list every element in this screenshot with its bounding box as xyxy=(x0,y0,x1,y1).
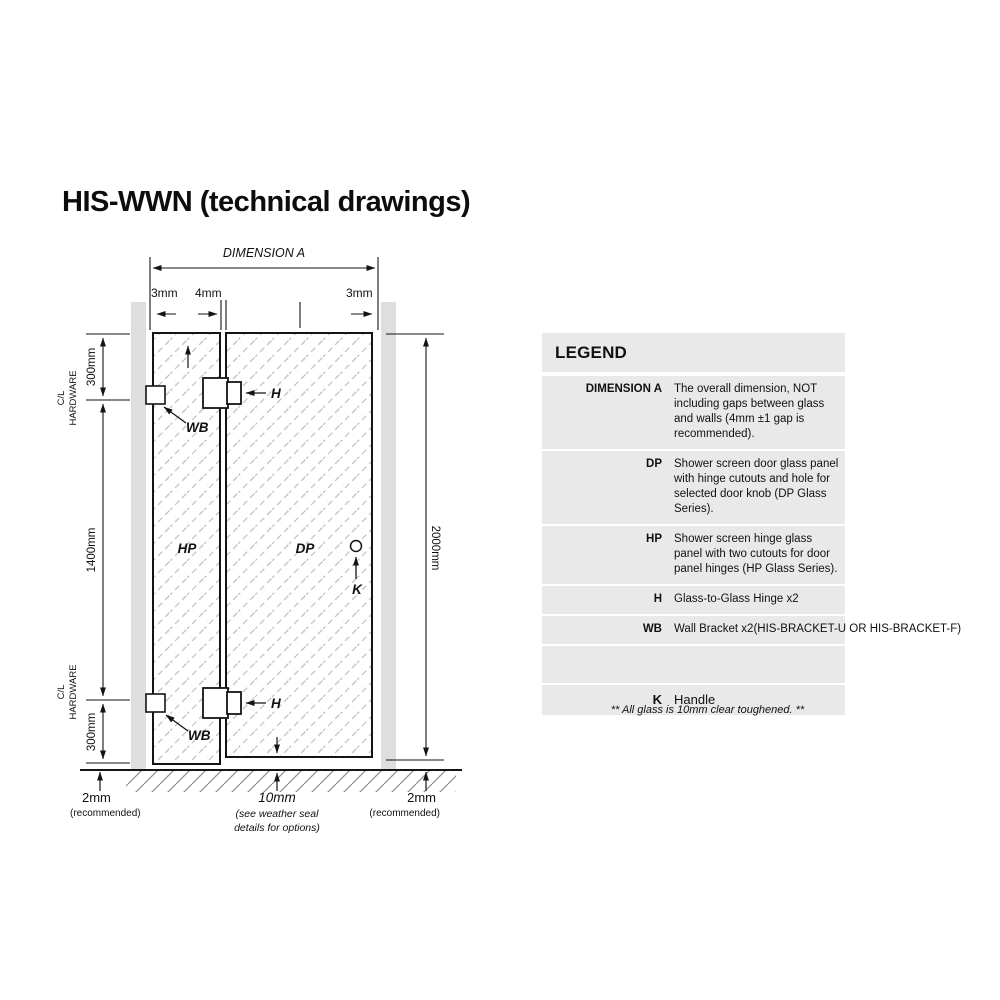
hinge-top-label: H xyxy=(271,386,281,401)
legend-term: WB xyxy=(642,623,662,635)
legend-desc: Shower screen hinge glass panel with two cutouts for door panel hinges (HP Glass Series). xyxy=(674,533,838,575)
seg-middle-label: 1400mm xyxy=(86,527,98,573)
legend-term: HP xyxy=(646,533,662,545)
hinge-bottom-label: H xyxy=(271,696,281,711)
bottom-center-note-line2: details for options) xyxy=(234,822,320,834)
gap-middle-label: 4mm xyxy=(195,286,222,300)
seg-bottom-label: 300mm xyxy=(86,712,98,752)
page-title: HIS-WWN (technical drawings) xyxy=(62,186,471,218)
dimension-a xyxy=(150,257,378,330)
technical-drawing xyxy=(0,0,500,880)
bottom-right-note: (recommended) xyxy=(369,808,440,819)
hinge-bottom xyxy=(203,688,241,718)
legend-term: DP xyxy=(646,458,662,470)
legend-footnote: ** All glass is 10mm clear toughened. ** xyxy=(610,704,805,716)
wall-bracket-bottom xyxy=(146,694,165,712)
legend-panel xyxy=(542,333,962,715)
legend-row-empty xyxy=(542,644,845,683)
legend-desc: Shower screen door glass panel with hinge cutouts and hole for selected door knob (DP Glass Series). xyxy=(674,458,839,515)
handle-label: K xyxy=(352,582,362,597)
legend-row-h xyxy=(542,584,845,614)
top-gap-dims xyxy=(157,300,372,330)
height-label: 2000mm xyxy=(429,525,441,571)
legend-row-dp xyxy=(542,449,845,524)
wall-bracket-top xyxy=(146,386,165,404)
left-wall xyxy=(131,302,146,770)
legend-row-wb xyxy=(542,614,962,644)
legend-desc: The overall dimension, NOT including gaps between glass and walls (4mm ±1 gap is recommended). xyxy=(674,383,825,440)
legend-row-hp xyxy=(542,524,845,584)
cl-hardware-bottom-line2: HARDWARE xyxy=(68,664,79,720)
legend-title: LEGEND xyxy=(542,333,845,374)
bottom-center-value: 10mm xyxy=(258,790,296,805)
bracket-bottom-label: WB xyxy=(188,728,211,743)
legend-row-dimension-a xyxy=(542,374,845,449)
legend-term: K xyxy=(652,692,662,707)
dp-panel-label: DP xyxy=(295,541,315,556)
cl-hardware-top-line2: HARDWARE xyxy=(68,370,79,426)
legend-desc: Glass-to-Glass Hinge x2 xyxy=(674,593,799,605)
bottom-left-value: 2mm xyxy=(82,790,111,805)
dimension-a-label: DIMENSION A xyxy=(222,246,306,260)
legend-term: DIMENSION A xyxy=(585,383,662,395)
legend-desc: Wall Bracket x2(HIS-BRACKET-U OR HIS-BRACKET-F) xyxy=(674,623,962,635)
bottom-left-note: (recommended) xyxy=(70,808,141,819)
bracket-top-label: WB xyxy=(186,420,209,435)
legend-term: H xyxy=(653,593,662,605)
floor-hatch xyxy=(126,771,456,792)
hinge-top xyxy=(203,378,241,408)
hp-panel-label: HP xyxy=(177,541,197,556)
handle-knob xyxy=(351,541,362,552)
gap-left-label: 3mm xyxy=(151,286,178,300)
bottom-center-note-line1: (see weather seal xyxy=(235,808,319,820)
seg-top-label: 300mm xyxy=(86,347,98,387)
cl-hardware-top-line1: C/L xyxy=(56,390,67,406)
cl-hardware-bottom-line1: C/L xyxy=(56,684,67,700)
right-wall xyxy=(381,302,396,770)
gap-right-label: 3mm xyxy=(346,286,373,300)
bottom-right-value: 2mm xyxy=(407,790,436,805)
legend-desc: Handle xyxy=(674,692,716,707)
